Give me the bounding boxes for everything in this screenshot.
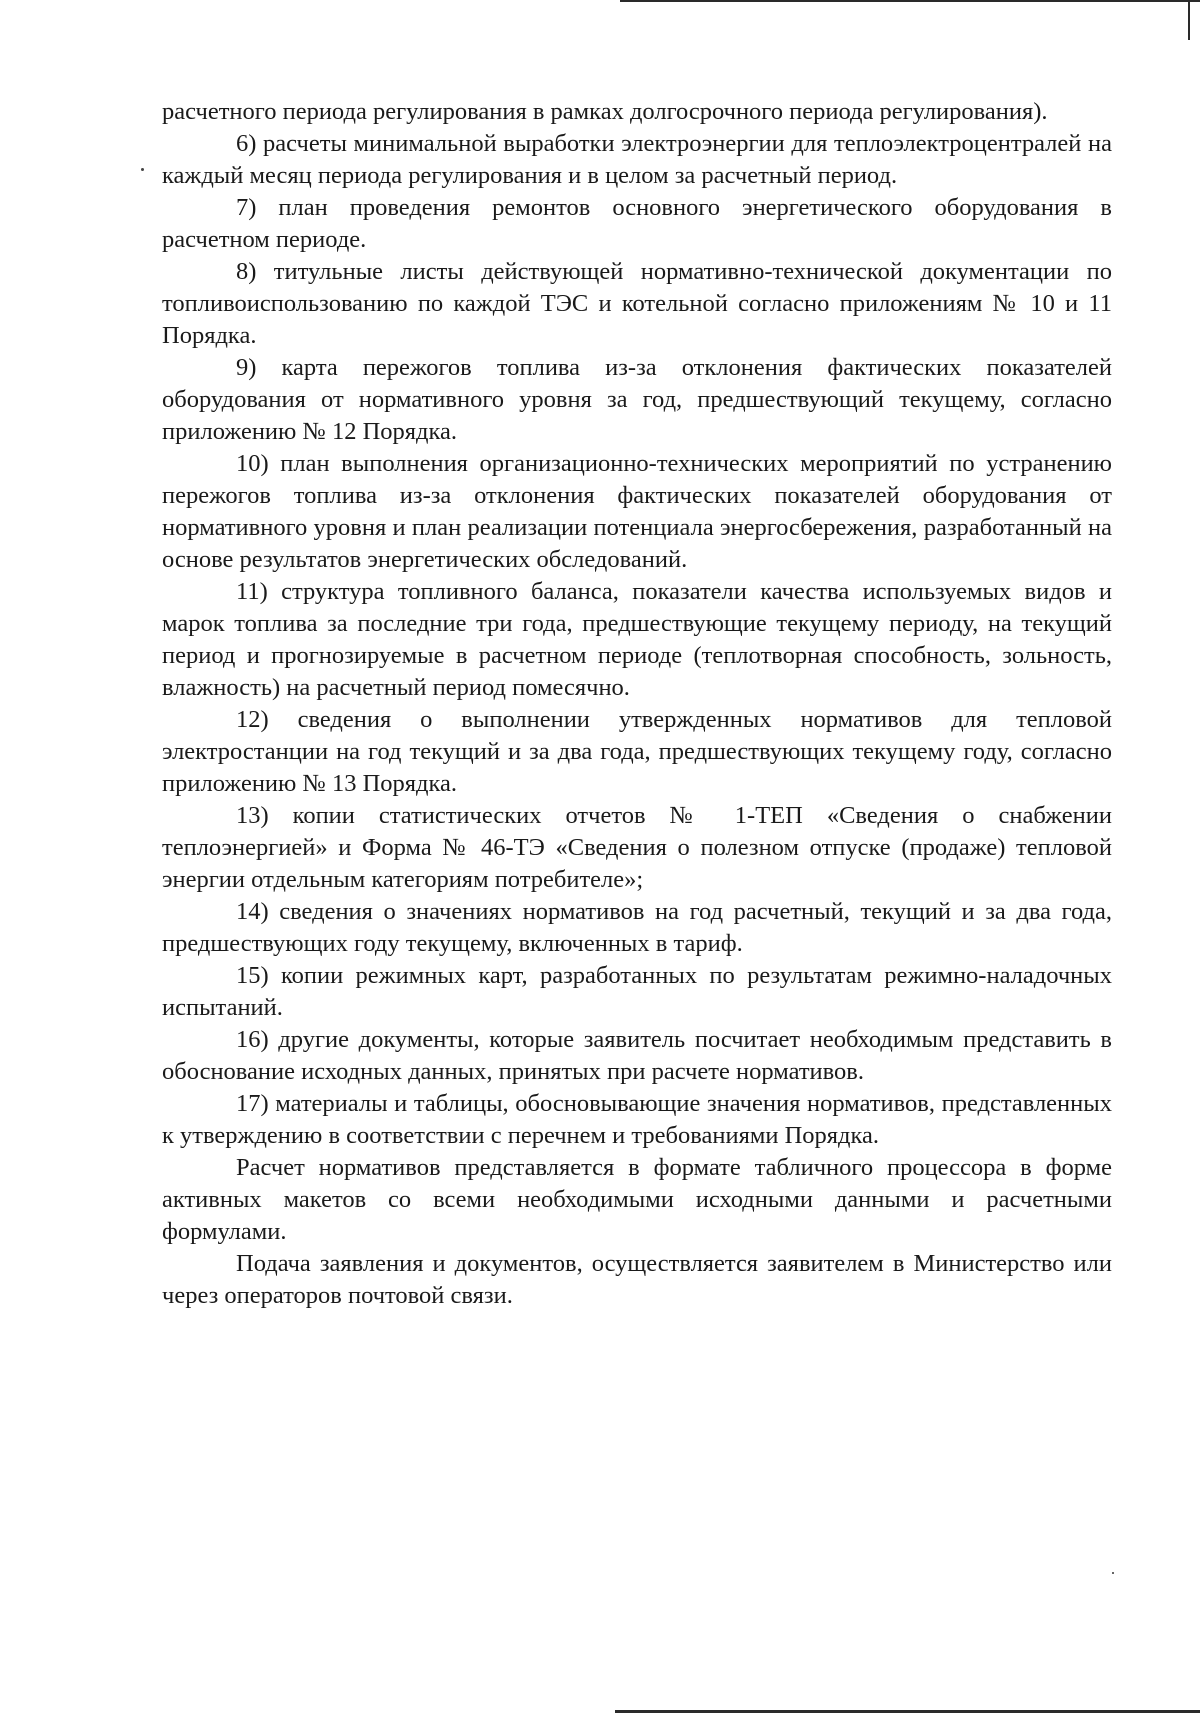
list-item-9: 9) карта пережогов топлива из-за отклонения фактических показателей оборудования от нормативного уровня за год, предшествующий текущему, согласно приложению № 12 Порядка.: [162, 354, 1112, 445]
list-item-11: 11) структура топливного баланса, показатели качества используемых видов и марок топлива за последние три года, предшествующие текущему периоду, на текущий период и прогнозируемые в расчетном периоде (теплотворная способность, зольность, влажность) на расчетный период помесячно.: [162, 578, 1112, 701]
list-item-13: 13) копии статистических отчетов № 1-ТЕП «Сведения о снабжении теплоэнергией» и Форма № 46-ТЭ «Сведения о полезном отпуске (продаже) тепловой энергии отдельным категориям потребителе»;: [162, 802, 1112, 893]
scan-speck: [1112, 1572, 1114, 1574]
list-item-12: 12) сведения о выполнении утвержденных нормативов для тепловой электростанции на год текущий и за два года, предшествующих текущему году, согласно приложению № 13 Порядка.: [162, 706, 1112, 797]
list-item-17: 17) материалы и таблицы, обосновывающие значения нормативов, представленных к утверждению в соответствии с перечнем и требованиями Порядка.: [162, 1090, 1112, 1149]
continuation-paragraph: расчетного периода регулирования в рамках долгосрочного периода регулирования).: [162, 98, 1048, 125]
list-item-8: 8) титульные листы действующей нормативно-технической документации по топливоиспользованию по каждой ТЭС и котельной согласно приложениям № 10 и 11 Порядка.: [162, 258, 1112, 349]
list-item-10: 10) план выполнения организационно-технических мероприятий по устранению пережогов топлива из-за отклонения фактических показателей оборудования от нормативного уровня и план реализации потенциала энергосбережения, разработанный на основе результатов энергетических обследований.: [162, 450, 1112, 573]
list-item-6: 6) расчеты минимальной выработки электроэнергии для теплоэлектроцентралей на каждый месяц периода регулирования и в целом за расчетный период.: [162, 130, 1112, 189]
list-item-16: 16) другие документы, которые заявитель посчитает необходимым представить в обоснование исходных данных, принятых при расчете нормативов.: [162, 1026, 1112, 1085]
scan-speck: [141, 168, 144, 171]
list-item-15: 15) копии режимных карт, разработанных по результатам режимно-наладочных испытаний.: [162, 962, 1112, 1021]
scan-edge-right: [1188, 0, 1190, 40]
submission-paragraph: Подача заявления и документов, осуществляется заявителем в Министерство или через операторов почтовой связи.: [162, 1250, 1112, 1309]
list-item-7: 7) план проведения ремонтов основного энергетического оборудования в расчетном периоде.: [162, 194, 1112, 253]
document-body: [162, 96, 1112, 1312]
list-item-14: 14) сведения о значениях нормативов на год расчетный, текущий и за два года, предшествующих году текущему, включенных в тариф.: [162, 898, 1112, 957]
calculation-paragraph: Расчет нормативов представляется в формате табличного процессора в форме активных макетов со всеми необходимыми исходными данными и расчетными формулами.: [162, 1154, 1112, 1245]
scan-edge-top: [620, 0, 1200, 2]
